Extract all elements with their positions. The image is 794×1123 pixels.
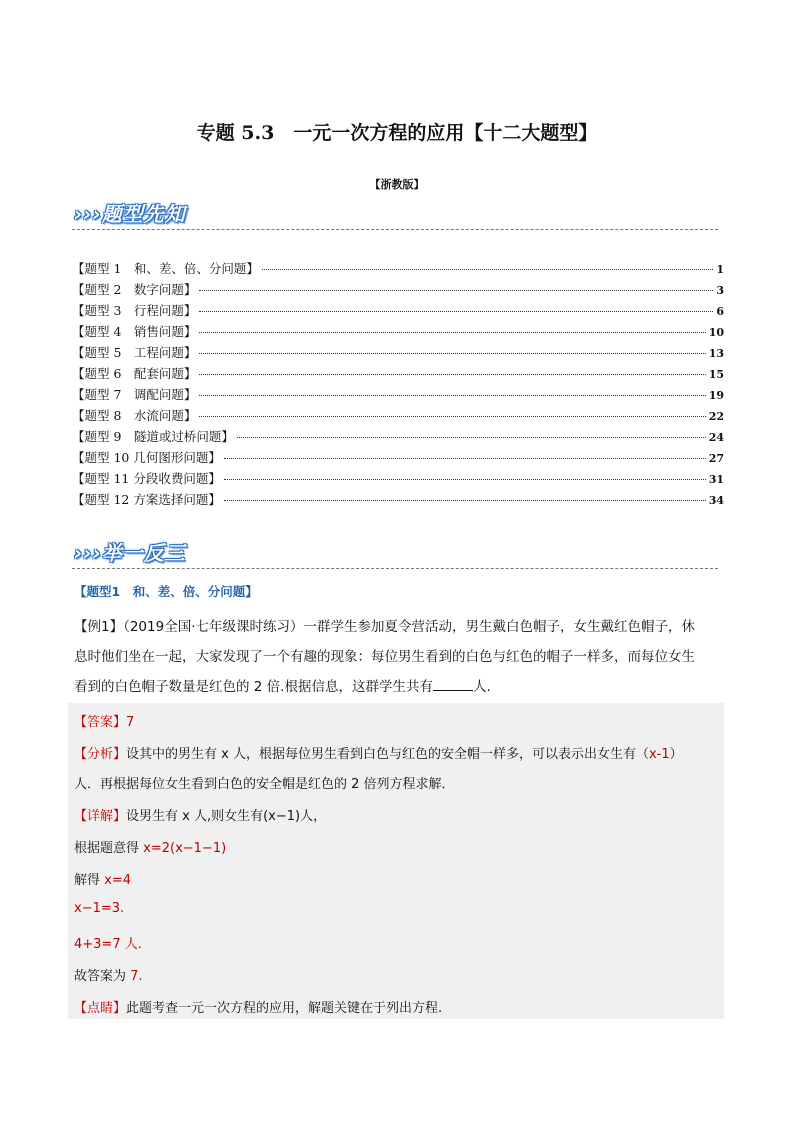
example-label: 【例1】: [74, 619, 124, 635]
examples-section-header: [72, 537, 718, 571]
toc-page-number: 34: [708, 494, 724, 507]
toc-leader: [224, 500, 706, 501]
detail-line: [74, 837, 226, 856]
example-line: [74, 672, 724, 702]
toc-section-label: 题型先知: [101, 202, 186, 226]
analysis-text: 人．再根据每位女生看到白色的安全帽是红色的 2 倍列方程求解．: [74, 777, 455, 792]
answer-line: [74, 711, 134, 730]
toc-item[interactable]: [72, 469, 724, 490]
toc-item[interactable]: [72, 322, 724, 343]
detail-line: [74, 965, 143, 984]
analysis-line: [74, 773, 455, 792]
toc-item-label: 【题型 10 几何图形问题】: [72, 450, 221, 465]
toc-leader: [224, 479, 706, 480]
example-text: 看到的白色帽子数量是红色的 2 倍.根据信息，这群学生共有: [74, 679, 433, 695]
example-source: （2019全国·七年级课时练习）: [123, 619, 304, 635]
toc-page-number: 31: [708, 473, 724, 486]
equation: x=4: [104, 873, 131, 888]
toc-item-label: 【题型 2 数字问题】: [72, 282, 197, 297]
example-problem: [74, 612, 724, 702]
comment-line: [74, 997, 442, 1016]
toc-page-number: 24: [708, 431, 724, 444]
detail-line: [74, 805, 326, 824]
toc-leader: [199, 353, 705, 354]
table-of-contents: [72, 259, 724, 511]
examples-section-title: [74, 537, 186, 566]
toc-leader: [199, 374, 705, 375]
example-text: 人.: [472, 679, 491, 695]
toc-page-number: 15: [708, 368, 724, 381]
equation: x=2(x−1−1): [143, 841, 227, 856]
toc-page-number: 3: [716, 284, 724, 297]
toc-item[interactable]: [72, 490, 724, 511]
triple-arrow-icon: ›››: [74, 541, 102, 565]
toc-item-label: 【题型 12 方案选择问题】: [72, 492, 221, 507]
toc-section-header: [72, 198, 718, 232]
toc-page-number: 10: [708, 326, 724, 339]
toc-item[interactable]: [72, 364, 724, 385]
toc-item[interactable]: [72, 427, 724, 448]
toc-item[interactable]: [72, 280, 724, 301]
divider: [72, 229, 718, 230]
toc-page-number: 19: [708, 389, 724, 402]
toc-leader: [224, 458, 706, 459]
comment-tag: 【点睛】: [74, 1001, 127, 1016]
toc-item-label: 【题型 4 销售问题】: [72, 324, 197, 339]
triple-arrow-icon: ›››: [74, 202, 102, 226]
toc-item[interactable]: [72, 343, 724, 364]
toc-page-number: 1: [716, 263, 724, 276]
toc-item-label: 【题型 9 隧道或过桥问题】: [72, 429, 234, 444]
toc-item-label: 【题型 11 分段收费问题】: [72, 471, 221, 486]
edition-label: 【浙教版】: [369, 178, 425, 191]
type-heading: 【题型1 和、差、倍、分问题】: [74, 584, 258, 599]
solution-box: [68, 703, 724, 1019]
detail-text: 设男生有 x 人,则女生有(x−1)人，: [126, 809, 327, 824]
answer-tag: 【答案】: [74, 715, 127, 730]
toc-item[interactable]: [72, 301, 724, 322]
toc-page-number: 27: [708, 452, 724, 465]
example-text: 息时他们坐在一起，大家发现了一个有趣的现象：每位男生看到的白色与红色的帽子一样多，而每位女生: [74, 649, 695, 665]
detail-tag: 【详解】: [74, 809, 127, 824]
toc-section-title: [74, 198, 186, 227]
examples-section-label: 举一反三: [101, 541, 186, 565]
detail-line: 4+3=7 人.: [74, 937, 142, 952]
toc-item-label: 【题型 8 水流问题】: [72, 408, 197, 423]
example-line: [74, 642, 724, 672]
analysis-text: 设其中的男生有 x 人，根据每位男生看到白色与红色的安全帽一样多，可以表示出女生有（: [126, 747, 649, 762]
example-line: [74, 612, 724, 642]
final-answer: 7.: [130, 969, 143, 984]
analysis-line: [74, 743, 683, 762]
toc-leader: [237, 437, 706, 438]
toc-item-label: 【题型 7 调配问题】: [72, 387, 197, 402]
detail-text: 故答案为: [74, 969, 131, 984]
answer-blank[interactable]: [433, 676, 473, 691]
toc-page-number: 13: [708, 347, 724, 360]
toc-leader: [199, 395, 705, 396]
page-title: 专题 5.3 一元一次方程的应用【十二大题型】: [196, 122, 598, 144]
toc-item-label: 【题型 1 和、差、倍、分问题】: [72, 261, 259, 276]
detail-line: x−1=3.: [74, 901, 125, 916]
toc-item[interactable]: [72, 259, 724, 280]
detail-line: [74, 869, 131, 888]
toc-item[interactable]: [72, 448, 724, 469]
comment-text: 此题考查一元一次方程的应用，解题关键在于列出方程.: [126, 1001, 443, 1016]
toc-leader: [199, 416, 705, 417]
toc-item[interactable]: [72, 385, 724, 406]
toc-item-label: 【题型 5 工程问题】: [72, 345, 197, 360]
toc-item-label: 【题型 6 配套问题】: [72, 366, 197, 381]
analysis-expr: x-1: [648, 747, 670, 762]
toc-page-number: 6: [716, 305, 724, 318]
toc-item[interactable]: [72, 406, 724, 427]
toc-leader: [199, 290, 713, 291]
toc-leader: [262, 269, 713, 270]
detail-text: 解得: [74, 873, 105, 888]
example-text: 一群学生参加夏令营活动，男生戴白色帽子，女生戴红色帽子，休: [303, 619, 695, 635]
divider: [72, 568, 718, 569]
toc-leader: [199, 332, 705, 333]
answer-value: 7: [126, 715, 135, 730]
toc-page-number: 22: [708, 410, 724, 423]
detail-text: 根据题意得: [74, 841, 144, 856]
analysis-tag: 【分析】: [74, 747, 127, 762]
toc-leader: [199, 311, 713, 312]
toc-item-label: 【题型 3 行程问题】: [72, 303, 197, 318]
analysis-text: ）: [669, 747, 683, 762]
